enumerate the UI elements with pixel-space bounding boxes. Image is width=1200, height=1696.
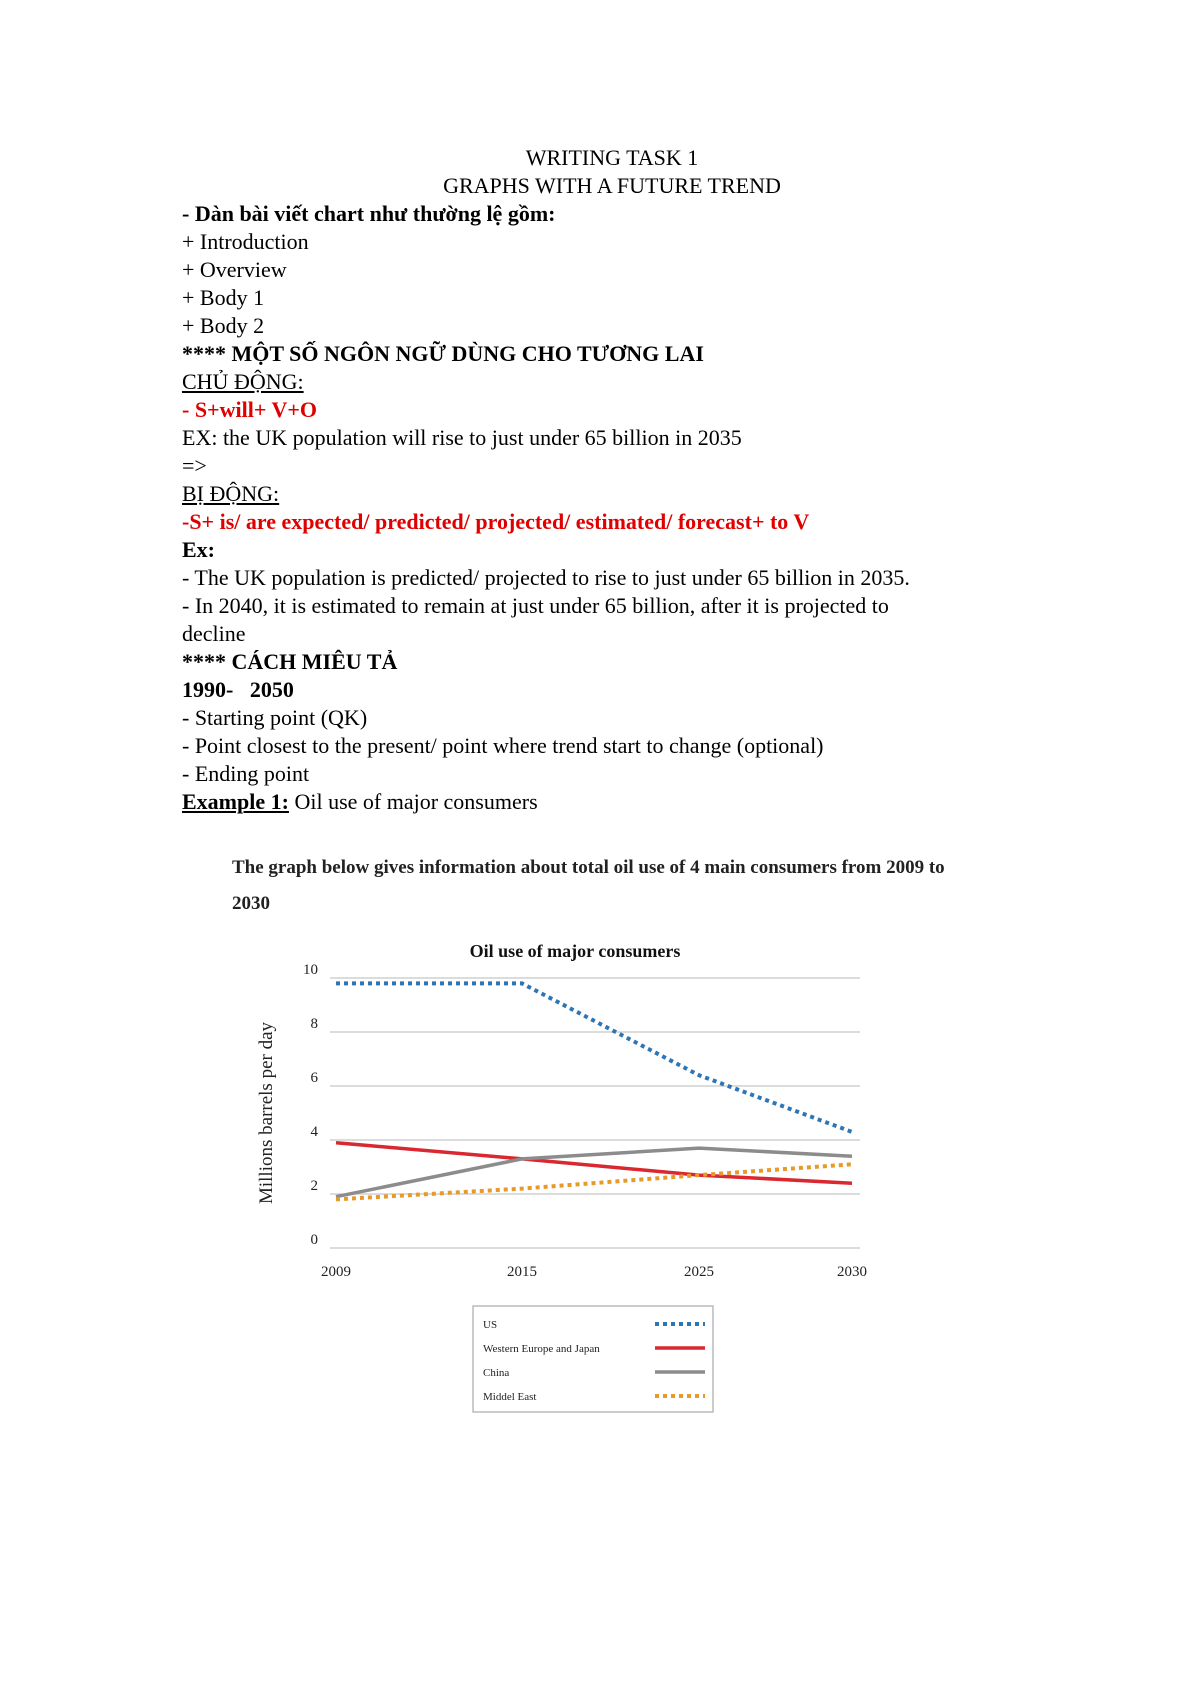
describe-point: - Ending point bbox=[182, 761, 310, 786]
series-line-1 bbox=[336, 1143, 852, 1184]
document-subtitle: GRAPHS WITH A FUTURE TREND bbox=[443, 173, 781, 198]
y-tick-label: 4 bbox=[310, 1124, 318, 1140]
legend-label: Middel East bbox=[483, 1391, 537, 1403]
language-heading: **** MỘT SỐ NGÔN NGỮ DÙNG CHO TƯƠNG LAI bbox=[182, 341, 704, 366]
y-tick-label: 6 bbox=[310, 1070, 318, 1086]
active-voice-formula: - S+will+ V+O bbox=[182, 397, 317, 422]
active-voice-label: CHỦ ĐỘNG: bbox=[182, 369, 304, 394]
example-text: Oil use of major consumers bbox=[288, 789, 538, 814]
outline-item: + Body 1 bbox=[182, 285, 265, 310]
legend-label: China bbox=[483, 1367, 510, 1379]
document-title: WRITING TASK 1 bbox=[525, 145, 699, 170]
describe-heading: **** CÁCH MIÊU TẢ bbox=[182, 649, 398, 674]
x-tick-label: 2009 bbox=[321, 1264, 351, 1280]
y-tick-label: 0 bbox=[310, 1232, 318, 1248]
y-tick-label: 2 bbox=[310, 1178, 318, 1194]
describe-point: - Starting point (QK) bbox=[182, 705, 368, 730]
passive-example-1: - The UK population is predicted/ projected to rise to just under 65 billion in 2035. bbox=[182, 565, 910, 590]
active-voice-example: EX: the UK population will rise to just under 65 billion in 2035 bbox=[182, 425, 742, 450]
outline-item: + Introduction bbox=[182, 229, 309, 254]
legend-label: US bbox=[483, 1319, 498, 1331]
x-tick-label: 2015 bbox=[507, 1264, 537, 1280]
passive-voice-label: BỊ ĐỘNG: bbox=[182, 481, 280, 506]
y-tick-label: 8 bbox=[310, 1016, 318, 1032]
series-line-0 bbox=[336, 983, 852, 1132]
series-line-2 bbox=[336, 1148, 852, 1197]
y-tick-label: 10 bbox=[303, 962, 318, 978]
y-axis-label: Millions barrels per day bbox=[256, 1021, 277, 1205]
examples-label: Ex: bbox=[182, 537, 215, 562]
outline-item: + Body 2 bbox=[182, 313, 265, 338]
outline-item: + Overview bbox=[182, 257, 287, 282]
outline-intro: - Dàn bài viết chart như thường lệ gồm: bbox=[182, 201, 556, 226]
legend-label: Western Europe and Japan bbox=[483, 1343, 600, 1355]
x-tick-label: 2025 bbox=[684, 1264, 714, 1280]
arrow-text: => bbox=[182, 453, 207, 478]
x-tick-label: 2030 bbox=[837, 1264, 867, 1280]
describe-point: - Point closest to the present/ point where trend start to change (optional) bbox=[182, 733, 824, 758]
chart-title: Oil use of major consumers bbox=[469, 941, 681, 961]
example-label: Example 1: bbox=[182, 789, 289, 814]
figure-caption-line: The graph below gives information about total oil use of 4 main consumers from 2009 to bbox=[232, 857, 945, 878]
year-range: 1990- 2050 bbox=[182, 677, 294, 702]
figure-caption-line: 2030 bbox=[232, 893, 270, 914]
passive-voice-formula: -S+ is/ are expected/ predicted/ projected/ estimated/ forecast+ to V bbox=[182, 509, 810, 534]
passive-example-2: - In 2040, it is estimated to remain at just under 65 billion, after it is projected to decline bbox=[182, 593, 889, 646]
